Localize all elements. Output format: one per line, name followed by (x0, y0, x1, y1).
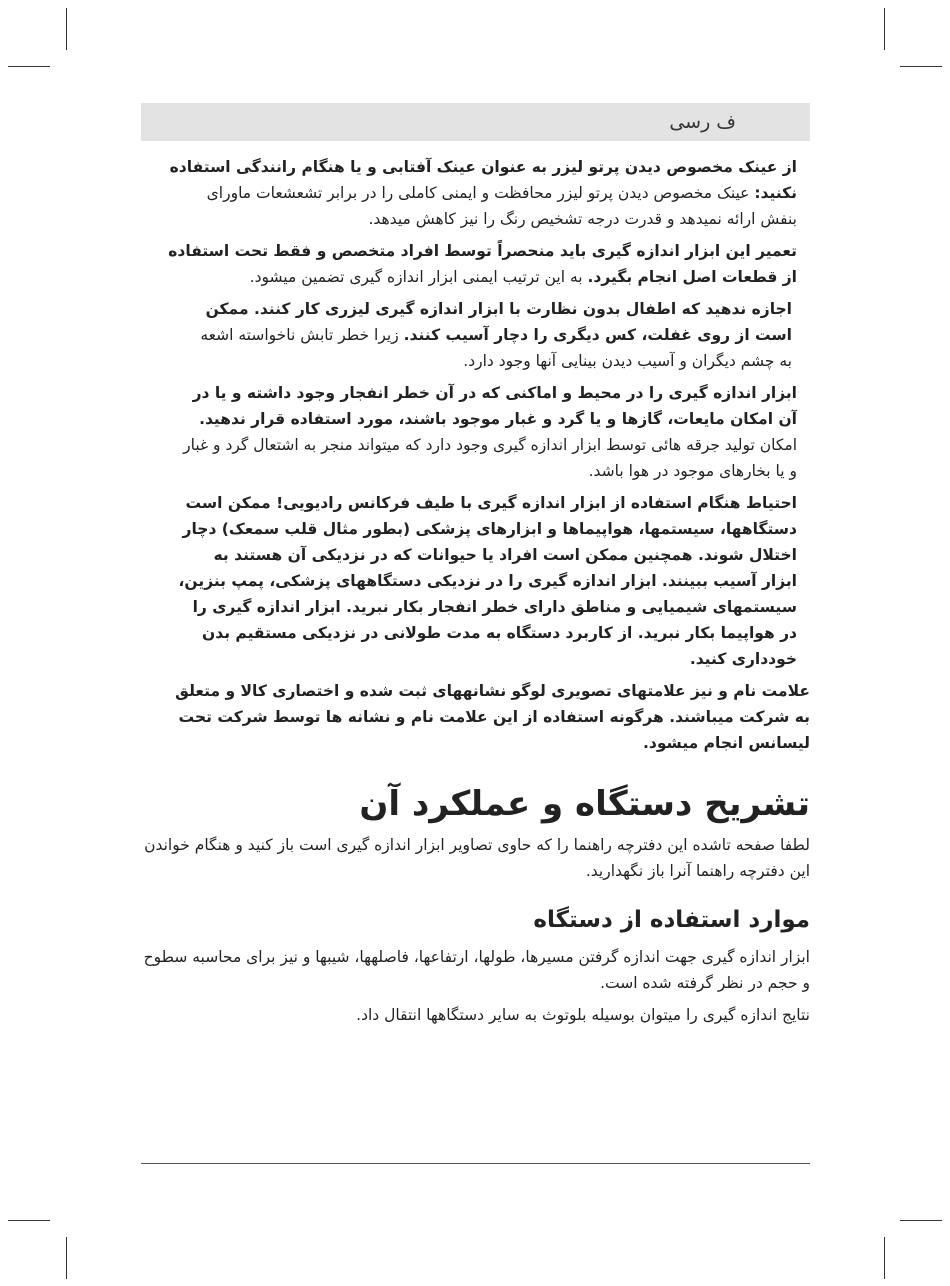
safety-item (141, 296, 810, 374)
footer-divider (141, 1163, 810, 1164)
crop-mark (900, 66, 942, 67)
safety-item-lead: از عینک مخصوص دیدن پرتو لیزر به عنوان عینک آفتابی و یا هنگام رانندگی استفاده نکنید: (169, 158, 797, 202)
crop-mark (8, 66, 50, 67)
safety-item-lead: ابزار اندازه گیری را در محیط و اماکنی که در آن خطر انفجار وجود داشته و یا در آن امکان مایعات، گازها و یا گرد و غبار موجود باشند، مورد استفاده قرار ندهید. (192, 384, 797, 428)
safety-item (141, 154, 810, 232)
section-subtitle: موارد استفاده از دستگاه (533, 907, 810, 933)
safety-item-lead: اجازه ندهید که اطفال بدون نظارت با ابزار اندازه گیری لیزری کار کنند. ممکن است از روی غفلت، کس دیگری را دچار آسیب کنند. (205, 300, 792, 344)
crop-mark (884, 8, 885, 50)
crop-mark (900, 1220, 942, 1221)
usage-paragraph: ابزار اندازه گیری جهت اندازه گرفتن مسیرها، طولها، ارتفاعها، فاصلهها، شیبها و نیز برای محاسبه سطوح و حجم در نظر گرفته شده است. (143, 948, 810, 992)
safety-item-lead: تعمیر این ابزار اندازه گیری باید منحصراً توسط افراد متخصص و فقط تحت استفاده از قطعات اصل انجام بگیرد. (168, 242, 797, 286)
section-intro: لطفا صفحه تاشده این دفترچه راهنما را که حاوی تصاویر ابزار اندازه گیری است باز کنید و هنگام خواندن این دفترچه راهنما آنرا باز نگهدارید. (144, 836, 810, 880)
safety-item-text: امکان تولید جرقه هائی توسط ابزار اندازه گیری وجود دارد که میتواند منجر به اشتعال گرد و غبار و یا بخارهای موجود در هوا باشد. (183, 436, 797, 480)
crop-mark (66, 1237, 67, 1279)
safety-item (141, 380, 810, 484)
language-header-bar (141, 103, 810, 141)
language-label: ف رسی (669, 111, 736, 133)
safety-item-lead: احتیاط هنگام استفاده از ابزار اندازه گیری با طیف فرکانس رادیویی! ممکن است دستگاهها، سیستمها، هواپیماها و ابزارهای پزشکی (بطور مثال قلب سمعک) دچار اختلال شوند. همچنین ممکن است افراد یا حیوانات که در نزدیکی آن هستند به ابزار آسیب ببینند. ابزار اندازه گیری را در نزدیکی دستگاههای پزشکی، پمپ بنزین، سیستمهای شیمیایی و مناطق دارای خطر انفجار بکار نبرید. ابزار اندازه گیری را در هواپیما بکار نبرید. از کاربرد دستگاه به مدت طولانی در نزدیکی مستقیم بدن خودداری کنید. (178, 494, 797, 668)
trademark-notice-lead: علامت نام و نیز علامتهای تصویری لوگو نشانههای ثبت شده و اختصاری کالا و متعلق به شرکت میباشند. هرگونه استفاده از این علامت نام و نشانه ها توسط شرکت تحت لیسانس انجام میشود. (175, 682, 810, 752)
crop-mark (884, 1237, 885, 1279)
bluetooth-paragraph: نتایج اندازه گیری را میتوان بوسیله بلوتوث به سایر دستگاهها انتقال داد. (356, 1006, 810, 1024)
safety-item (141, 238, 810, 290)
safety-item-text: زیرا خطر تابش ناخواسته اشعه به چشم دیگران و آسیب دیدن بینایی آنها وجود دارد. (200, 326, 792, 370)
crop-mark (8, 1220, 50, 1221)
safety-item-text: به این ترتیب ایمنی ابزار اندازه گیری تضمین میشود. (249, 268, 583, 286)
safety-item (141, 490, 810, 672)
trademark-notice (141, 678, 810, 756)
section-title: تشریح دستگاه و عملکرد آن (359, 784, 810, 824)
safety-item-text: عینک مخصوص دیدن پرتو لیزر محافظت و ایمنی کاملی را در برابر تشعشعات ماورای بنفش ارائه نمیدهد و قدرت درجه تشخیص رنگ را نیز کاهش میدهد. (206, 184, 797, 228)
crop-mark (66, 8, 67, 50)
page-content (141, 154, 810, 1034)
